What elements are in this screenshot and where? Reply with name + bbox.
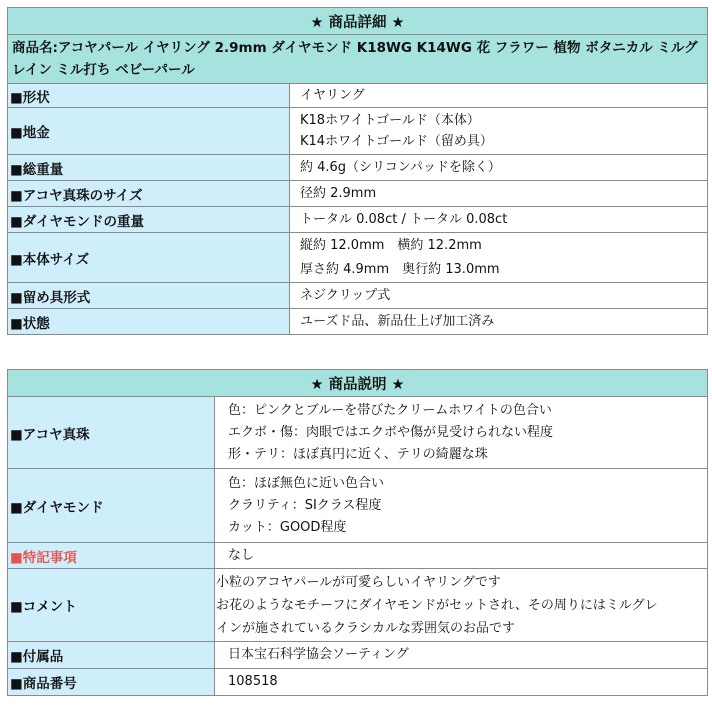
row-value-item-number: 108518 <box>215 669 708 696</box>
row-label-condition: ■状態 <box>8 309 290 335</box>
row-label-metal: ■地金 <box>8 108 290 155</box>
row-label-special-notes: ■特記事項 <box>8 543 215 569</box>
row-value-pearl: 色：ピンクとブルーを帯びたクリームホワイトの色合い エクボ・傷：肉眼ではエクボや傷が見受けられない程度 形・テリ：ほぼ真円に近く、テリの綺麗な珠 <box>215 397 708 469</box>
row-value-clasp: ネジクリップ式 <box>290 283 708 309</box>
row-label-shape: ■形状 <box>8 84 290 108</box>
row-value-accessories: 日本宝石科学協会ソーティング <box>215 642 708 669</box>
row-value-pearl-size: 径約 2.9mm <box>290 181 708 207</box>
row-value-special-notes: なし <box>215 543 708 569</box>
row-label-item-number: ■商品番号 <box>8 669 215 696</box>
product-details-table <box>7 7 708 335</box>
row-value-body-size: 縦約 12.0mm 横約 12.2mm 厚さ約 4.9mm 奥行約 13.0mm <box>290 233 708 283</box>
details-header: ★ 商品詳細 ★ <box>8 8 708 35</box>
row-label-diamond: ■ダイヤモンド <box>8 469 215 543</box>
row-value-metal: K18ホワイトゴールド（本体） K14ホワイトゴールド（留め具） <box>290 108 708 155</box>
row-label-diamond-weight: ■ダイヤモンドの重量 <box>8 207 290 233</box>
row-label-body-size: ■本体サイズ <box>8 233 290 283</box>
row-value-condition: ユーズド品、新品仕上げ加工済み <box>290 309 708 335</box>
row-value-diamond-weight: トータル 0.08ct / トータル 0.08ct <box>290 207 708 233</box>
product-description-table <box>7 369 708 696</box>
row-value-weight: 約 4.6g（シリコンパッドを除く） <box>290 155 708 181</box>
row-label-accessories: ■付属品 <box>8 642 215 669</box>
row-value-comment: 小粒のアコヤパールが可愛らしいイヤリングです お花のようなモチーフにダイヤモンドがセットされ、その周りにはミルグレ インが施されているクラシカルな雰囲気のお品です <box>215 569 708 642</box>
description-header: ★ 商品説明 ★ <box>8 370 708 397</box>
row-label-comment: ■コメント <box>8 569 215 642</box>
row-label-pearl: ■アコヤ真珠 <box>8 397 215 469</box>
row-label-weight: ■総重量 <box>8 155 290 181</box>
row-label-pearl-size: ■アコヤ真珠のサイズ <box>8 181 290 207</box>
product-title: 商品名:アコヤパール イヤリング 2.9mm ダイヤモンド K18WG K14WG 花 フラワー 植物 ボタニカル ミルグレイン ミル打ち ベビーパール <box>8 35 708 84</box>
row-value-shape: イヤリング <box>290 84 708 108</box>
row-value-diamond: 色：ほぼ無色に近い色合い クラリティ：SIクラス程度 カット：GOOD程度 <box>215 469 708 543</box>
row-label-clasp: ■留め具形式 <box>8 283 290 309</box>
